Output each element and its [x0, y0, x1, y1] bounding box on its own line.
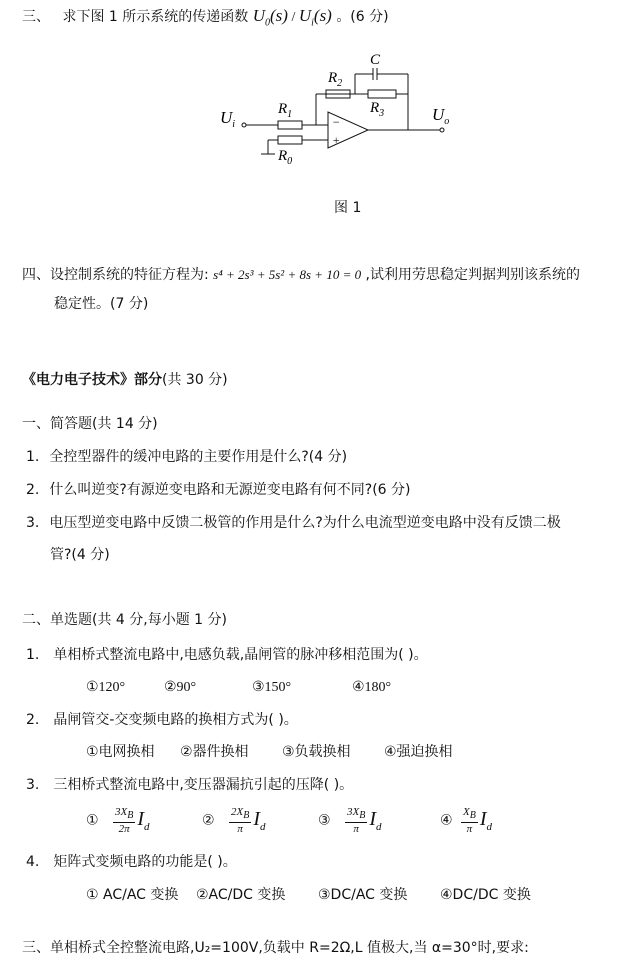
svg-text:C: C [370, 52, 381, 68]
part-2-q2-option-1[interactable]: ①电网换相 [86, 744, 155, 760]
part-2-q3-option-4[interactable]: ④ $\frac{X_B}{\pi}$ $I_d$ [440, 806, 493, 836]
question-3-label: 三、 [22, 9, 50, 25]
part-2-title: 二、单选题(共 4 分,每小题 1 分) [22, 612, 227, 628]
part-2-q2-option-4[interactable]: ④强迫换相 [384, 744, 453, 760]
part-2-q4-option-3[interactable]: ③DC/AC 变换 [318, 887, 408, 903]
part-2-q3-option-2[interactable]: ② $\frac{2X_B}{\pi}$ $I_d$ [202, 806, 266, 836]
figure-caption: 图 1 [334, 200, 362, 216]
svg-text:R0: $R_0$ [278, 148, 293, 167]
formula-ui: $U_i(s)$ [298, 6, 332, 29]
question-4-text: 设控制系统的特征方程为: [50, 267, 209, 283]
formula-slash: / [287, 10, 299, 25]
part-2-q1: 1. 单相桥式整流电路中,电感负载,晶闸管的脉冲移相范围为( )。 [26, 647, 428, 663]
part-1-item-3: 3. 电压型逆变电路中反馈二极管的作用是什么?为什么电流型逆变电路中没有反馈二极 [26, 515, 561, 531]
part-3-text: 三、单相桥式全控整流电路,U₂=100V,负载中 R=2Ω,L 值极大,当 α=30°时,要求: [22, 940, 529, 956]
characteristic-equation: s⁴ + 2s³ + 5s² + 8s + 10 = 0 [213, 267, 362, 282]
part-1-title: 一、简答题(共 14 分) [22, 416, 158, 432]
part-2-q3-option-3[interactable]: ③ $\frac{3X_B}{\pi}$ $I_d$ [318, 806, 382, 836]
svg-text:R2: $R_2$ [328, 70, 343, 89]
svg-text:Ui: $U_i$ [220, 108, 236, 130]
part-1-item-2: 2. 什么叫逆变?有源逆变电路和无源逆变电路有何不同?(6 分) [26, 482, 411, 498]
part-2-q1-option-4[interactable]: ④180° [352, 680, 392, 695]
formula-u0: $U_0(s)$ [252, 6, 288, 29]
svg-text:+: + [332, 133, 341, 147]
section-score: (共 30 分) [162, 372, 228, 388]
part-2-q3: 3. 三相桥式整流电路中,变压器漏抗引起的压降( )。 [26, 777, 354, 793]
resistor-r3 [368, 90, 396, 98]
resistor-r1 [278, 121, 302, 129]
part-2-q4-option-2[interactable]: ②AC/DC 变换 [196, 887, 286, 903]
part-2-q1-option-3[interactable]: ③150° [252, 680, 292, 695]
resistor-r0 [278, 136, 302, 144]
question-4 [22, 265, 580, 285]
part-2-q2: 2. 晶闸管交-交变频电路的换相方式为( )。 [26, 712, 298, 728]
section-heading [22, 370, 228, 390]
part-1-item-3-cont: 管?(4 分) [50, 547, 110, 563]
section-title: 《电力电子技术》部分 [22, 372, 162, 388]
part-2-q4: 4. 矩阵式变频电路的功能是( )。 [26, 854, 237, 870]
svg-text:R1: $R_1$ [278, 101, 293, 120]
part-2-q1-option-1[interactable]: ①120° [86, 680, 126, 695]
svg-text:R3: $R_3$ [370, 100, 385, 119]
part-1-item-1: 1. 全控型器件的缓冲电路的主要作用是什么?(4 分) [26, 449, 348, 465]
question-4-line2: 稳定性。(7 分) [54, 296, 149, 312]
part-2-q2-option-2[interactable]: ②器件换相 [180, 744, 249, 760]
part-2-q3-option-1[interactable]: ① $\frac{3X_B}{2\pi}$ $I_d$ [86, 806, 150, 836]
question-3-points: 。(6 分) [336, 9, 389, 25]
part-2-q2-option-3[interactable]: ③负载换相 [282, 744, 351, 760]
part-2-q4-option-4[interactable]: ④DC/DC 变换 [440, 887, 531, 903]
question-4-label: 四、 [22, 267, 50, 283]
question-3 [22, 6, 389, 33]
svg-text:−: − [332, 115, 341, 129]
part-2-q1-option-2[interactable]: ②90° [164, 680, 197, 695]
svg-text:Uo: $U_o$ [432, 105, 450, 127]
question-3-text: 求下图 1 所示系统的传递函数 [62, 9, 249, 25]
part-2-q4-option-1[interactable]: ① AC/AC 变换 [86, 887, 179, 903]
question-4-text-after: ,试利用劳思稳定判据判别该系统的 [365, 267, 580, 283]
circuit-diagram [210, 40, 470, 170]
